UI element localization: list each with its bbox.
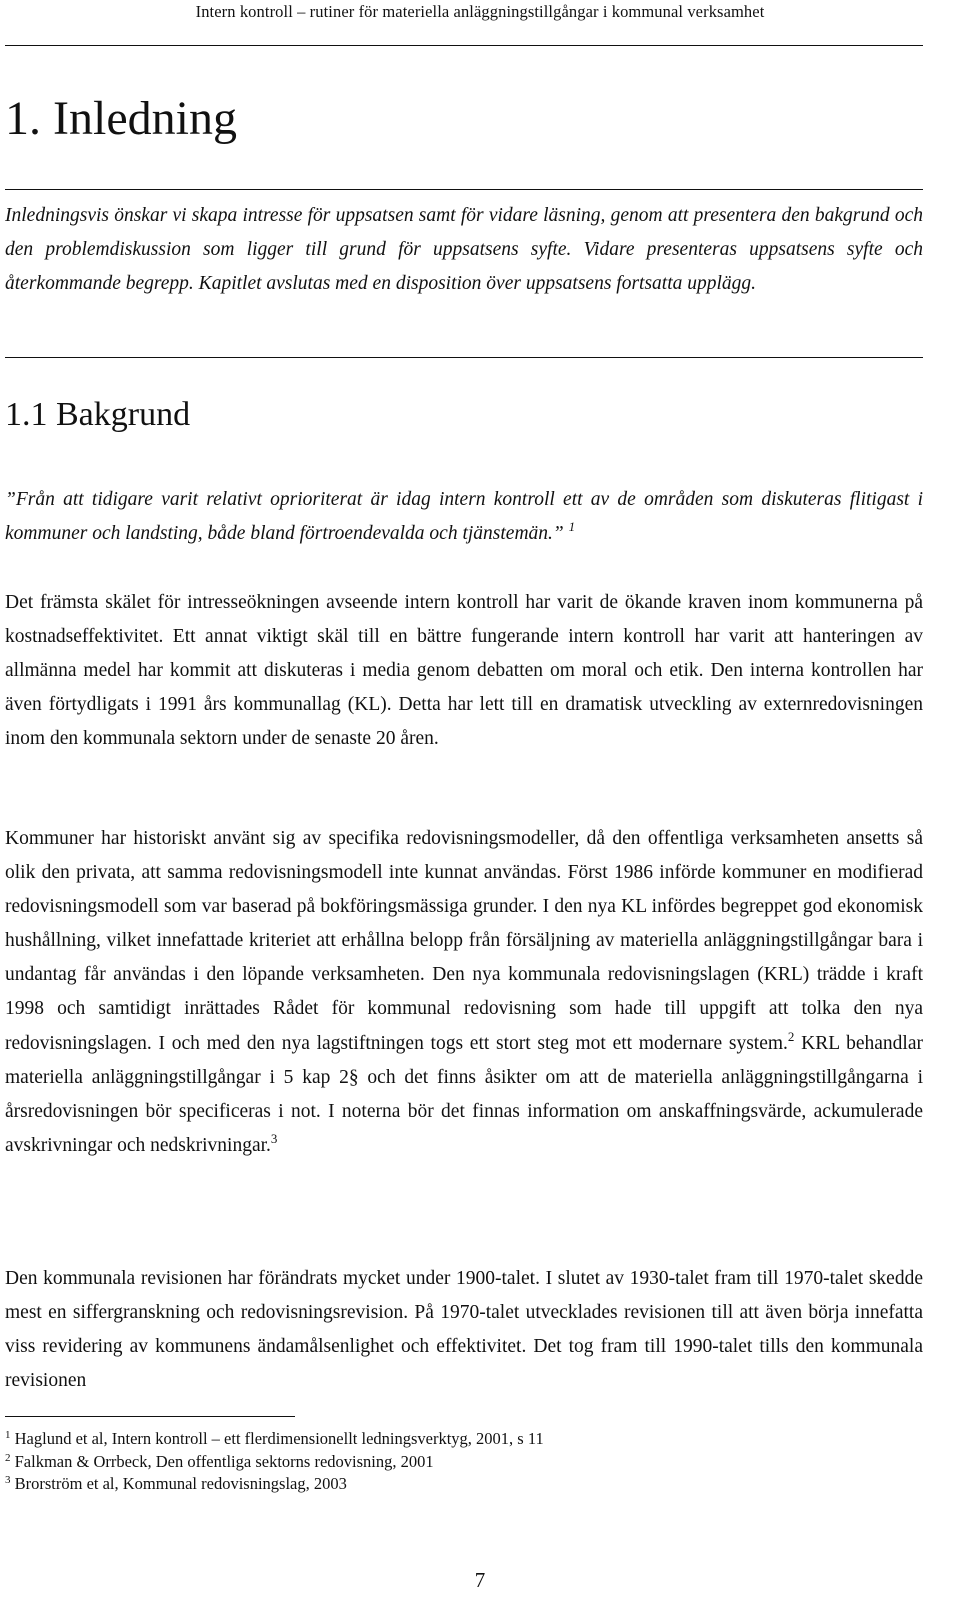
footnote-number: 1	[5, 1429, 11, 1441]
footnote-number: 3	[5, 1474, 11, 1486]
chapter-title: 1. Inledning	[5, 92, 237, 145]
footnote-2	[5, 1451, 923, 1474]
footnote-number: 2	[5, 1451, 11, 1464]
page-number: 7	[474, 1568, 486, 1592]
block-quote	[5, 483, 923, 551]
footnote-divider	[5, 1416, 295, 1417]
running-header: Intern kontroll – rutiner för materiella anläggningstillgångar i kommunal verksamhet	[195, 2, 765, 21]
footnotes	[5, 1428, 923, 1496]
intro-bottom-divider	[5, 357, 923, 358]
footnote-ref-2: 2	[787, 1028, 795, 1044]
paragraph-3: Den kommunala revisionen har förändrats mycket under 1900-talet. I slutet av 1930-talet fram till 1970-talet skedde mest en siffergranskning och redovisningsrevision. På 1970-talet utvecklades revisionen till att även börja innefatta viss revidering av kommunens ändamålsenlighet och effektivitet. Det tog fram till 1990-talet tills den kommunala revisionen	[5, 1268, 923, 1391]
paragraph-1: Det främsta skälet för intresseökningen avseende intern kontroll har varit de ökande kraven inom kommunerna på kostnadseffektivitet. Ett annat viktigt skäl till en bättre fungerande intern kontroll har varit att hanteringen av allmänna medel har kommit att diskuteras i media genom debatten om moral och etik. Den interna kontrollen har även förtydligats i 1991 års kommunallag (KL). Detta har lett till en dramatisk utveckling av externredovisningen inom den kommunala sektorn under de senaste 20 åren.	[5, 592, 923, 749]
footnote-ref-3: 3	[270, 1130, 278, 1146]
header-divider	[5, 45, 923, 46]
footnote-3	[5, 1473, 923, 1496]
footnote-ref-1: 1	[568, 519, 576, 534]
paragraph-2-text-a: Kommuner har historiskt använt sig av specifika redovisningsmodeller, då den offentliga verksamheten ansetts så olik den privata, att samma redovisningsmodell inte kunnat användas. Först 1986 införde kommuner en modifierad redovisningsmodell som var baserad på bokföringsmässiga grunder. I den nya KL infördes begreppet god ekonomisk hushållning, vilket innefattade kriteriet att erhållna belopp från försäljning av materiella anläggningstillgångar bara i undantag får användas i den löpande verksamheten. Den nya kommunala redovisningslagen (KRL) trädde i kraft 1998 och samtidigt inrättades Rådet för kommunal redovisning som hade till uppgift att tolka den nya redovisningslagen. I och med den nya lagstiftningen togs ett stort steg mot ett modernare system.	[5, 828, 923, 1054]
footnote-text: Haglund et al, Intern kontroll – ett flerdimensionellt ledningsverktyg, 2001, s 11	[14, 1429, 544, 1448]
paragraph-2-text-b: KRL behandlar materiella anläggningstillgångar i 5 kap 2§ och det finns åsikter om att de materiella anläggningstillgångarna i årsredovisningen bör specificeras i not. I noterna bör det finnas information om anskaffningsvärde, ackumulerade avskrivningar och nedskrivningar.	[5, 1032, 923, 1156]
footnote-text: Brorström et al, Kommunal redovisningslag, 2003	[14, 1474, 347, 1493]
paragraph-2	[5, 822, 923, 1163]
quote-text: ”Från att tidigare varit relativt oprioriterat är idag intern kontroll ett av de områden som diskuteras flitigast i kommuner och landsting, både bland förtroendevalda och tjänstemän.”	[5, 489, 923, 544]
chapter-intro: Inledningsvis önskar vi skapa intresse för uppsatsen samt för vidare läsning, genom att presentera den bakgrund och den problemdiskussion som ligger till grund för uppsatsens syfte. Vidare presenteras uppsatsens syfte och återkommande begrepp. Kapitlet avslutas med en disposition över uppsatsens fortsatta upplägg.	[5, 205, 923, 294]
intro-top-divider	[5, 189, 923, 190]
footnote-text: Falkman & Orrbeck, Den offentliga sektorns redovisning, 2001	[14, 1451, 434, 1471]
section-title: 1.1 Bakgrund	[5, 396, 191, 433]
footnote-1	[5, 1428, 923, 1451]
